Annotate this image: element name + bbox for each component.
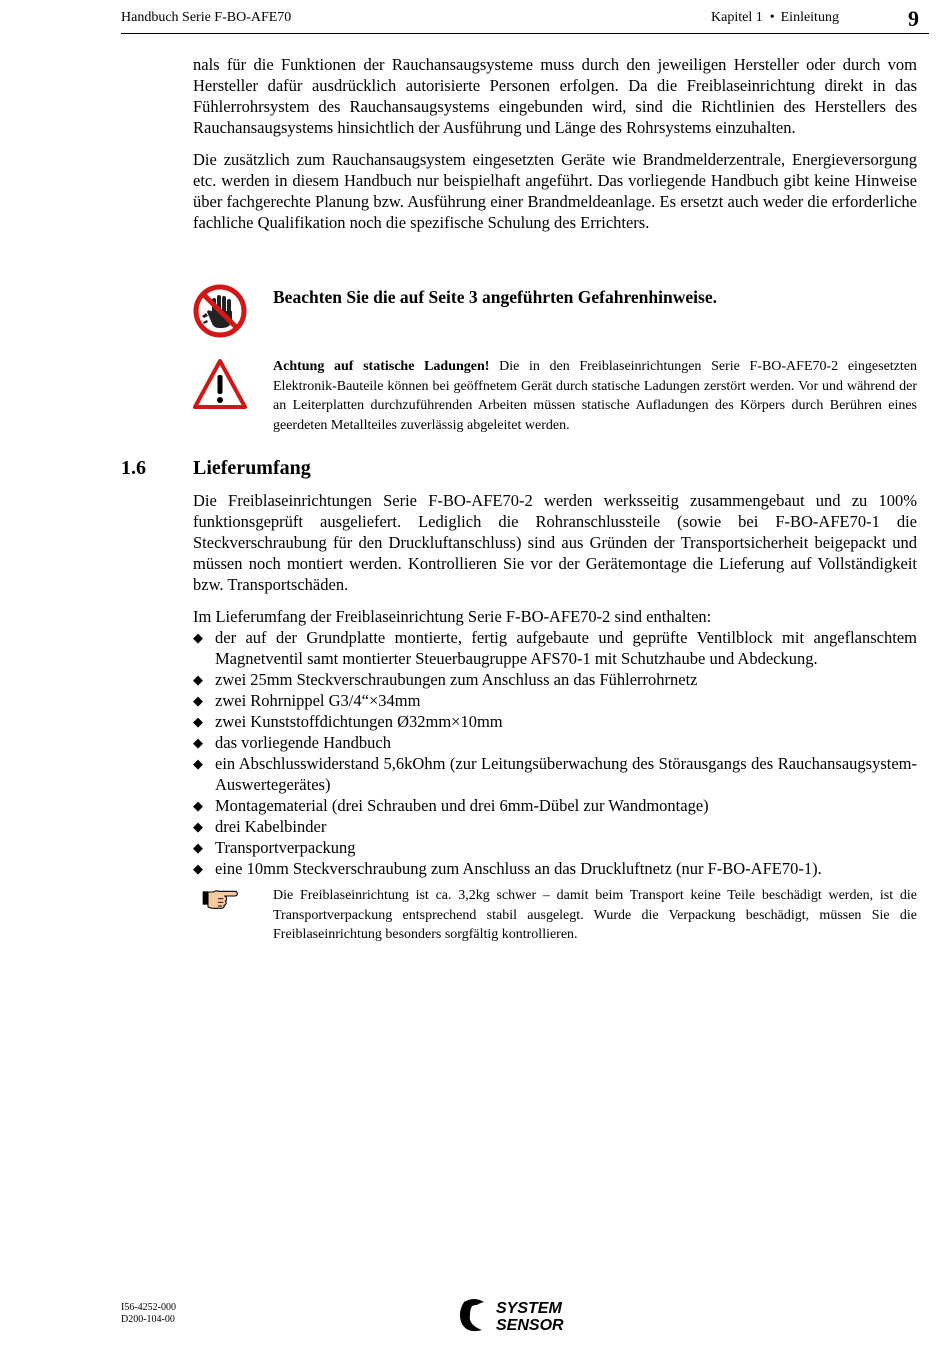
section-title: Lieferumfang: [193, 457, 311, 479]
paragraph: Die Freiblaseinrichtungen Serie F-BO-AFE70-2 werden werksseitig zusammengebaut und zu 100% funktionsgeprüft ausgeliefert. Lediglich die Rohranschlussteile (sowie bei F-BO-AFE70-1 die Steckverschraubung für den Druckluftanschluss) sind aus Gründen der Transportsicherheit beigepackt und müssen noch montiert werden. Kontrollieren Sie vor der Gerätemontage die Lieferung auf Vollständigkeit bzw. Transportschäden.: [193, 491, 917, 594]
hazard-notice-text: Beachten Sie die auf Seite 3 angeführten Gefahrenhinweise.: [273, 287, 717, 307]
list-item: ◆ der auf der Grundplatte montierte, fertig aufgebaute und geprüfte Ventilblock mit angeflanschtem Magnetventil samt montierter Steuerbaugruppe AFS70-1 mit Schutzhaube und Abdeckung.: [193, 628, 917, 668]
list-item: ◆ ein Abschlusswiderstand 5,6kOhm (zur Leitungsüberwachung des Störausgangs des Rauchansaugsystem-Auswertegerätes): [193, 754, 917, 794]
no-touch-prohibition-icon: [193, 284, 247, 338]
list-item: ◆ Montagematerial (drei Schrauben und drei 6mm-Dübel zur Wandmontage): [193, 796, 709, 815]
intro-text: [193, 54, 917, 233]
paragraph: Die zusätzlich zum Rauchansaugsystem eingesetzten Geräte wie Brandmelderzentrale, Energieversorgung etc. werden in diesem Handbuch nur beispielhaft angeführt. Das vorliegende Handbuch gibt keine Hinweise über fachgerechte Planung bzw. Ausführung einer Brandmeldeanlage. Es ersetzt auch weder die erforderliche fachliche Qualifikation noch die spezifische Schulung des Errichters.: [193, 150, 917, 232]
pointing-hand-icon: [193, 886, 247, 922]
static-warning-body: Die in den Freiblaseinrichtungen Serie F-BO-AFE70-2 eingesetzten Elektronik-Bauteile können bei geöffnetem Gerät durch statische Ladungen zerstört werden. Vor und während der an Leiterplatten durchzuführenden Arbeiten müssen statische Aufladungen des Körpers durch Berühren eines geerdeten Metallteiles zuverlässig abgeleitet werden.: [273, 359, 918, 433]
list-item: ◆ drei Kabelbinder: [193, 817, 327, 836]
section-number: 1.6: [121, 457, 146, 479]
diamond-bullet-icon: ◆: [193, 756, 203, 771]
paragraph: nals für die Funktionen der Rauchansaugsysteme muss durch den jeweiligen Hersteller oder durch vom Hersteller dafür ausdrücklich autorisierte Personen erfolgen. Da die Freiblaseinrichtung direkt in das Fühlerrohrsystem des Rauchansaugsystems eingebunden wird, sind die Richtlinien des Herstellers des Rauchansaugsystems hinsichtlich der Ausführung und Länge des Rohrsystems einzuhalten.: [193, 55, 917, 137]
list-item: ◆ zwei 25mm Steckverschraubungen zum Anschluss an das Fühlerrohrnetz: [193, 670, 698, 689]
diamond-bullet-icon: ◆: [193, 861, 203, 876]
diamond-bullet-icon: ◆: [193, 630, 203, 645]
chapter-label: Kapitel 1: [711, 10, 763, 25]
list-item: ◆ eine 10mm Steckverschraubung zum Anschluss an das Druckluftnetz (nur F-BO-AFE70-1).: [193, 859, 822, 878]
diamond-bullet-icon: ◆: [193, 672, 203, 687]
diamond-bullet-icon: ◆: [193, 798, 203, 813]
list-item: ◆ zwei Rohrnippel G3/4“×34mm: [193, 691, 421, 710]
page-number: 9: [908, 6, 919, 31]
section-body: [193, 490, 917, 879]
diamond-bullet-icon: ◆: [193, 819, 203, 834]
system-sensor-logo: [458, 1296, 588, 1334]
header-rule: [121, 33, 929, 34]
diamond-bullet-icon: ◆: [193, 714, 203, 729]
logo-line-1: SYSTEM: [496, 1300, 562, 1317]
running-header-title: Handbuch Serie F-BO-AFE70: [121, 10, 292, 25]
logo-line-2: SENSOR: [496, 1317, 564, 1334]
list-intro: Im Lieferumfang der Freiblaseinrichtung Serie F-BO-AFE70-2 sind enthalten:: [193, 607, 712, 626]
document-codes: [121, 1302, 176, 1326]
static-warning-text: [273, 357, 917, 435]
list-item: ◆ zwei Kunststoffdichtungen Ø32mm×10mm: [193, 712, 503, 731]
static-warning-lead: Achtung auf statische Ladungen!: [273, 359, 490, 374]
section-label: Einleitung: [780, 10, 839, 25]
static-warning-notice: [193, 357, 917, 435]
list-item: ◆ das vorliegende Handbuch: [193, 733, 391, 752]
delivery-list: [193, 627, 917, 879]
diamond-bullet-icon: ◆: [193, 693, 203, 708]
document-code: I56-4252-000: [121, 1302, 176, 1313]
warning-triangle-icon: [193, 357, 247, 411]
running-header-chapter: [711, 10, 839, 26]
diamond-bullet-icon: ◆: [193, 735, 203, 750]
diamond-bullet-icon: ◆: [193, 840, 203, 855]
transport-note: [193, 886, 917, 948]
document-code: D200-104-00: [121, 1314, 175, 1325]
hazard-notice: [193, 284, 917, 344]
header-bullet: •: [769, 10, 775, 25]
transport-note-text: Die Freiblaseinrichtung ist ca. 3,2kg schwer – damit beim Transport keine Teile beschädigt werden, ist die Transportverpackung entsprechend stabil ausgelegt. Wurde die Verpackung beschädigt, müssen Sie die Freiblaseinrichtung besonders sorgfältig kontrollieren.: [273, 888, 917, 942]
list-item: ◆ Transportverpackung: [193, 838, 356, 857]
